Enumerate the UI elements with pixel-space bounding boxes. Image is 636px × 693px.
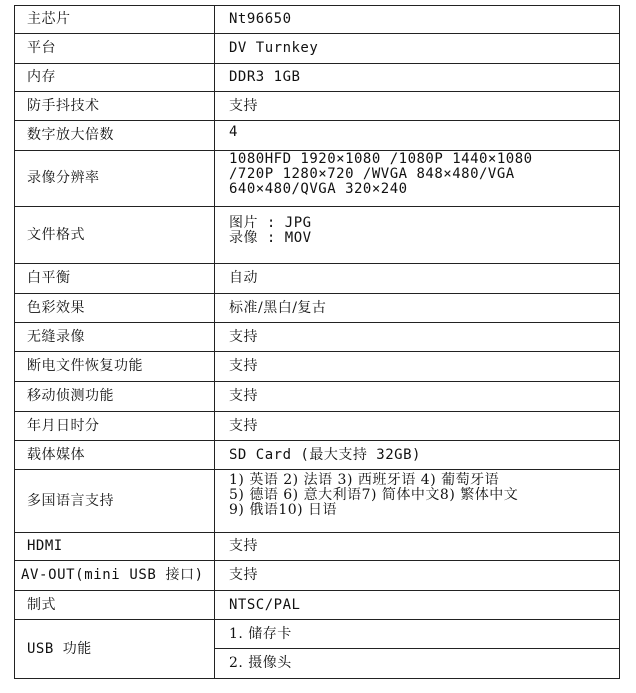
spec-value: 4 — [215, 121, 620, 151]
spec-value: NTSC/PAL — [215, 591, 620, 620]
spec-key: 平台 — [15, 34, 215, 64]
value-line: /720P 1280×720 /WVGA 848×480/VGA — [229, 166, 515, 182]
table-row — [15, 34, 620, 64]
spec-value: 支持 — [215, 323, 620, 352]
spec-key: 断电文件恢复功能 — [15, 352, 215, 382]
spec-key: 多国语言支持 — [15, 470, 215, 533]
spec-value: DV Turnkey — [215, 34, 620, 64]
table-row — [15, 264, 620, 294]
spec-value: 标准/黑白/复古 — [215, 294, 620, 323]
table-row — [15, 207, 620, 264]
spec-key: 白平衡 — [15, 264, 215, 294]
table-row — [15, 6, 620, 34]
value-line: 图片 : JPG — [229, 215, 312, 231]
spec-value: 支持 — [215, 561, 620, 591]
value-line: 640×480/QVGA 320×240 — [229, 181, 408, 197]
spec-key: 无缝录像 — [15, 323, 215, 352]
spec-key: 移动侦测功能 — [15, 382, 215, 412]
spec-value: 支持 — [215, 92, 620, 121]
table-row — [15, 151, 620, 207]
spec-key: 防手抖技术 — [15, 92, 215, 121]
value-line: 录像 : MOV — [229, 230, 312, 246]
spec-value: 支持 — [215, 412, 620, 441]
spec-value: SD Card (最大支持 32GB) — [215, 441, 620, 470]
spec-value: 支持 — [215, 352, 620, 382]
table-row — [15, 382, 620, 412]
table-row — [15, 64, 620, 92]
spec-key: 数字放大倍数 — [15, 121, 215, 151]
value-line: 9) 俄语10) 日语 — [229, 502, 338, 518]
table-row — [15, 294, 620, 323]
spec-value — [215, 470, 620, 533]
spec-value: 支持 — [215, 533, 620, 561]
table-row — [15, 92, 620, 121]
value-line: 5) 德语 6) 意大利语7) 简体中文8) 繁体中文 — [229, 487, 519, 503]
spec-table — [14, 5, 620, 679]
table-row — [15, 323, 620, 352]
spec-value: 支持 — [215, 382, 620, 412]
table-row — [15, 470, 620, 533]
spec-value: 1. 储存卡 — [215, 620, 620, 649]
spec-key: 载体媒体 — [15, 441, 215, 470]
spec-key: 录像分辨率 — [15, 151, 215, 207]
spec-key: HDMI — [15, 533, 215, 561]
spec-key: 内存 — [15, 64, 215, 92]
spec-value — [215, 151, 620, 207]
spec-key: 主芯片 — [15, 6, 215, 34]
table-row — [15, 412, 620, 441]
value-line: 1080HFD 1920×1080 /1080P 1440×1080 — [229, 151, 533, 167]
table-row — [15, 561, 620, 591]
table-row — [15, 441, 620, 470]
spec-key: USB 功能 — [15, 620, 215, 679]
spec-value — [215, 207, 620, 264]
spec-key: 色彩效果 — [15, 294, 215, 323]
spec-key: AV-OUT(mini USB 接口) — [15, 561, 215, 591]
value-line: 1) 英语 2) 法语 3) 西班牙语 4) 葡萄牙语 — [229, 472, 500, 488]
table-row — [15, 533, 620, 561]
spec-value: 自动 — [215, 264, 620, 294]
table-row — [15, 121, 620, 151]
spec-value: 2. 摄像头 — [215, 649, 620, 679]
spec-value: DDR3 1GB — [215, 64, 620, 92]
spec-key: 文件格式 — [15, 207, 215, 264]
spec-value: Nt96650 — [215, 6, 620, 34]
table-row — [15, 620, 620, 649]
spec-key: 制式 — [15, 591, 215, 620]
spec-key: 年月日时分 — [15, 412, 215, 441]
table-row — [15, 591, 620, 620]
table-row — [15, 352, 620, 382]
